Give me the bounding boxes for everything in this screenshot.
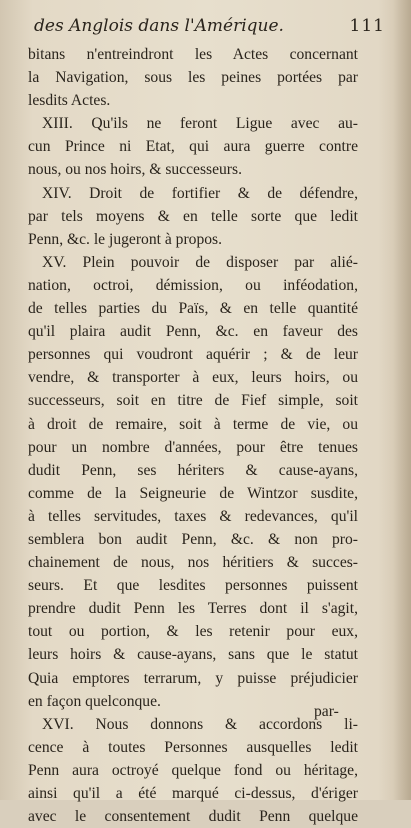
text-line: chainement de nous, nos héritiers & succes- (28, 554, 358, 572)
text-line: prendre dudit Penn les Terres dont il s'agit, (28, 600, 358, 618)
text-line: XIII. Qu'ils ne feront Ligue avec au- (42, 115, 358, 133)
page-gutter-shadow (393, 0, 411, 800)
text-line: lesdits Actes. (28, 92, 111, 110)
text-line: dudit Penn, ses hériters & cause-ayans, (28, 461, 358, 479)
text-line: personnes qui voudront aquérir ; & de leur (28, 346, 358, 364)
text-line: Penn aura octroyé quelque fond ou héritage, (28, 761, 358, 779)
text-line: cun Prince ni Etat, qui aura guerre contre (28, 138, 358, 156)
text-line: tout ou portion, & les retenir pour eux, (28, 623, 358, 641)
text-line: seurs. Et que lesdites personnes puissent (28, 577, 358, 595)
running-title: des Anglois dans l'Amérique. (34, 16, 284, 36)
text-line: Penn, &c. le jugeront à propos. (28, 230, 223, 248)
text-line: à telles servitudes, taxes & redevances, qu'il (28, 507, 358, 525)
text-line: de telles parties du Païs, & en telle quantité (28, 300, 358, 318)
text-line: bitans n'entreindront les Actes concernant (28, 46, 358, 63)
body-text (28, 43, 358, 828)
catchword: par- (314, 703, 339, 720)
text-line: à droit de remaire, soit à terme de vie, ou (28, 415, 358, 433)
text-line: leurs hoirs & cause-ayans, sans que le statut (28, 646, 358, 664)
text-line: par tels moyens & en telle sorte que ledit (28, 207, 358, 225)
text-line: en façon quelconque. (28, 692, 161, 710)
running-header (34, 16, 385, 42)
text-line: ainsi qu'il a été marqué ci-dessus, d'ériger (28, 785, 358, 802)
text-line: avec le consentement dudit Penn quelque (28, 808, 358, 826)
text-line: XV. Plein pouvoir de disposer par alié- (42, 253, 358, 271)
text-line: semblera bon audit Penn, &c. & non pro- (28, 530, 358, 548)
text-line: nation, octroi, démission, ou inféodation, (28, 276, 358, 294)
text-line: la Navigation, sous les peines portées par (28, 69, 358, 87)
text-line: XIV. Droit de fortifier & de défendre, (42, 184, 358, 202)
text-line: pour un nombre d'années, pour être tenues (28, 438, 358, 456)
text-line: comme de la Seigneurie de Wintzor susdite, (28, 484, 358, 502)
text-line: nous, ou nos hoirs, & successeurs. (28, 161, 242, 179)
page-number: 111 (349, 16, 385, 36)
text-line: XVI. Nous donnons & accordons li- (42, 715, 358, 733)
text-line: successeurs, soit en titre de Fief simple, soit (28, 392, 358, 410)
text-line: vendre, & transporter à eux, leurs hoirs, ou (28, 369, 358, 387)
text-line: qu'il plaira audit Penn, &c. en faveur des (28, 323, 358, 341)
text-line: cence à toutes Personnes ausquelles ledit (28, 738, 358, 756)
text-line: Quia emptores terrarum, y puisse préjudicier (28, 669, 358, 687)
